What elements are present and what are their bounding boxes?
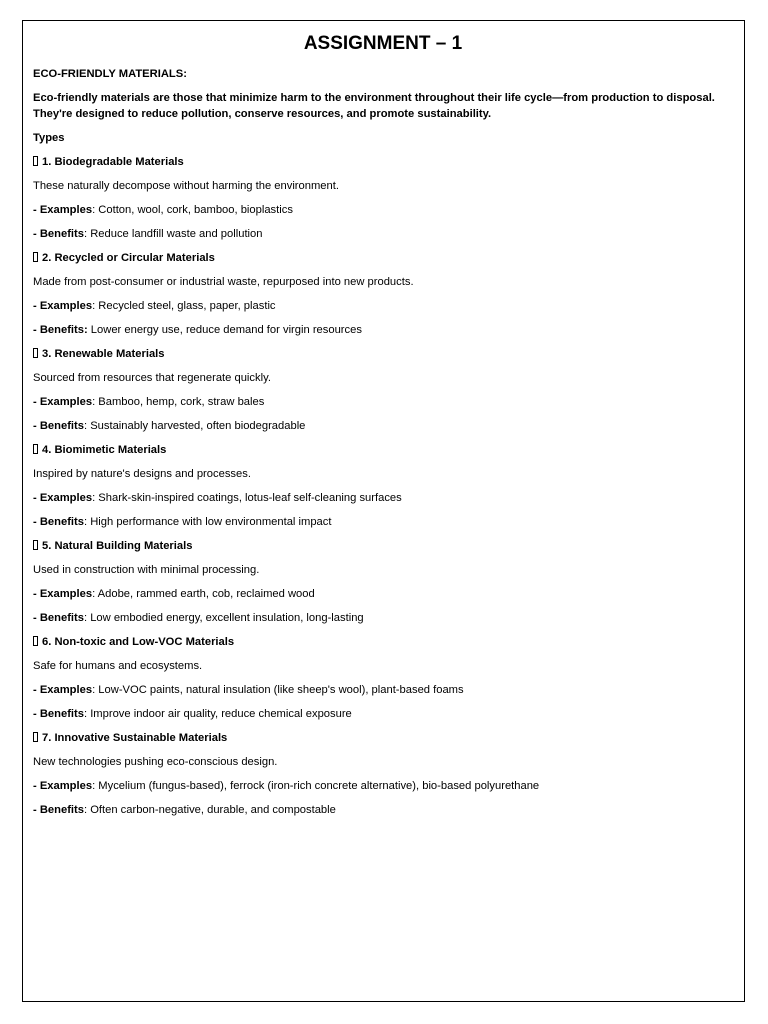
material-heading-text: 6. Non-toxic and Low-VOC Materials [42, 636, 235, 648]
material-description: New technologies pushing eco-conscious design. [33, 756, 278, 768]
benefits-text: : Reduce landfill waste and pollution [83, 228, 263, 240]
material-benefits-line [33, 706, 733, 722]
material-description: Sourced from resources that regenerate quickly. [33, 372, 271, 384]
examples-label: - Examples [33, 492, 93, 504]
benefits-label: - Benefits [33, 516, 84, 528]
intro-paragraph: Eco-friendly materials are those that minimize harm to the environment throughout their life cycle—from production to disposal. They're designed to reduce pollution, conserve resources, and promote sustainability. [33, 92, 715, 120]
material-examples-line [33, 394, 733, 410]
benefits-text: : Often carbon-negative, durable, and compostable [83, 804, 336, 816]
examples-text: : Cotton, wool, cork, bamboo, bioplastics [92, 204, 293, 216]
examples-label: - Examples [33, 300, 93, 312]
page-title: ASSIGNMENT – 1 [303, 33, 463, 54]
examples-text: : Recycled steel, glass, paper, plastic [92, 300, 276, 312]
material-examples-line [33, 298, 733, 314]
material-heading [33, 730, 733, 746]
material-heading-text: 7. Innovative Sustainable Materials [42, 732, 228, 744]
material-examples-line [33, 202, 733, 218]
missing-glyph-box-icon [33, 156, 38, 166]
material-heading [33, 634, 733, 650]
benefits-label: - Benefits [33, 228, 84, 240]
examples-label: - Examples [33, 396, 93, 408]
material-heading [33, 346, 733, 362]
examples-label: - Examples [33, 204, 93, 216]
benefits-label: - Benefits [33, 708, 84, 720]
material-benefits-line [33, 514, 733, 530]
material-benefits-line [33, 226, 733, 242]
section-heading: ECO-FRIENDLY MATERIALS: [33, 68, 187, 80]
material-heading-text: 4. Biomimetic Materials [42, 444, 167, 456]
document-body [33, 30, 733, 826]
material-heading-text: 5. Natural Building Materials [42, 540, 193, 552]
benefits-text: Lower energy use, reduce demand for virgin resources [87, 324, 362, 336]
benefits-label: - Benefits [33, 804, 84, 816]
missing-glyph-box-icon [33, 732, 38, 742]
benefits-text: : High performance with low environmental impact [83, 516, 332, 528]
benefits-label: - Benefits: [33, 324, 88, 336]
missing-glyph-box-icon [33, 540, 38, 550]
material-examples-line [33, 778, 733, 794]
material-description: Made from post-consumer or industrial waste, repurposed into new products. [33, 276, 414, 288]
types-label: Types [33, 132, 65, 144]
material-examples-line [33, 682, 733, 698]
material-sections [33, 154, 733, 818]
benefits-text: : Sustainably harvested, often biodegradable [83, 420, 306, 432]
examples-text: : Shark-skin-inspired coatings, lotus-leaf self-cleaning surfaces [92, 492, 402, 504]
examples-text: : Bamboo, hemp, cork, straw bales [92, 396, 265, 408]
material-examples-line [33, 586, 733, 602]
material-examples-line [33, 490, 733, 506]
examples-label: - Examples [33, 684, 93, 696]
material-description: Safe for humans and ecosystems. [33, 660, 203, 672]
material-benefits-line [33, 802, 733, 818]
material-heading [33, 154, 733, 170]
missing-glyph-box-icon [33, 252, 38, 262]
examples-label: - Examples [33, 780, 93, 792]
material-heading-text: 1. Biodegradable Materials [42, 156, 184, 168]
examples-text: : Adobe, rammed earth, cob, reclaimed wood [92, 588, 315, 600]
material-benefits-line [33, 418, 733, 434]
examples-label: - Examples [33, 588, 93, 600]
benefits-label: - Benefits [33, 612, 84, 624]
missing-glyph-box-icon [33, 348, 38, 358]
missing-glyph-box-icon [33, 636, 38, 646]
material-description: These naturally decompose without harming the environment. [33, 180, 339, 192]
material-heading [33, 442, 733, 458]
material-benefits-line [33, 610, 733, 626]
material-description: Used in construction with minimal processing. [33, 564, 260, 576]
material-description: Inspired by nature's designs and processes. [33, 468, 251, 480]
missing-glyph-box-icon [33, 444, 38, 454]
benefits-text: : Improve indoor air quality, reduce chemical exposure [83, 708, 352, 720]
material-benefits-line [33, 322, 733, 338]
material-heading [33, 250, 733, 266]
material-heading [33, 538, 733, 554]
examples-text: : Mycelium (fungus-based), ferrock (iron-rich concrete alternative), bio-based polyurethane [92, 780, 540, 792]
material-heading-text: 3. Renewable Materials [42, 348, 165, 360]
benefits-text: : Low embodied energy, excellent insulation, long-lasting [83, 612, 364, 624]
benefits-label: - Benefits [33, 420, 84, 432]
examples-text: : Low-VOC paints, natural insulation (like sheep's wool), plant-based foams [92, 684, 464, 696]
material-heading-text: 2. Recycled or Circular Materials [42, 252, 215, 264]
